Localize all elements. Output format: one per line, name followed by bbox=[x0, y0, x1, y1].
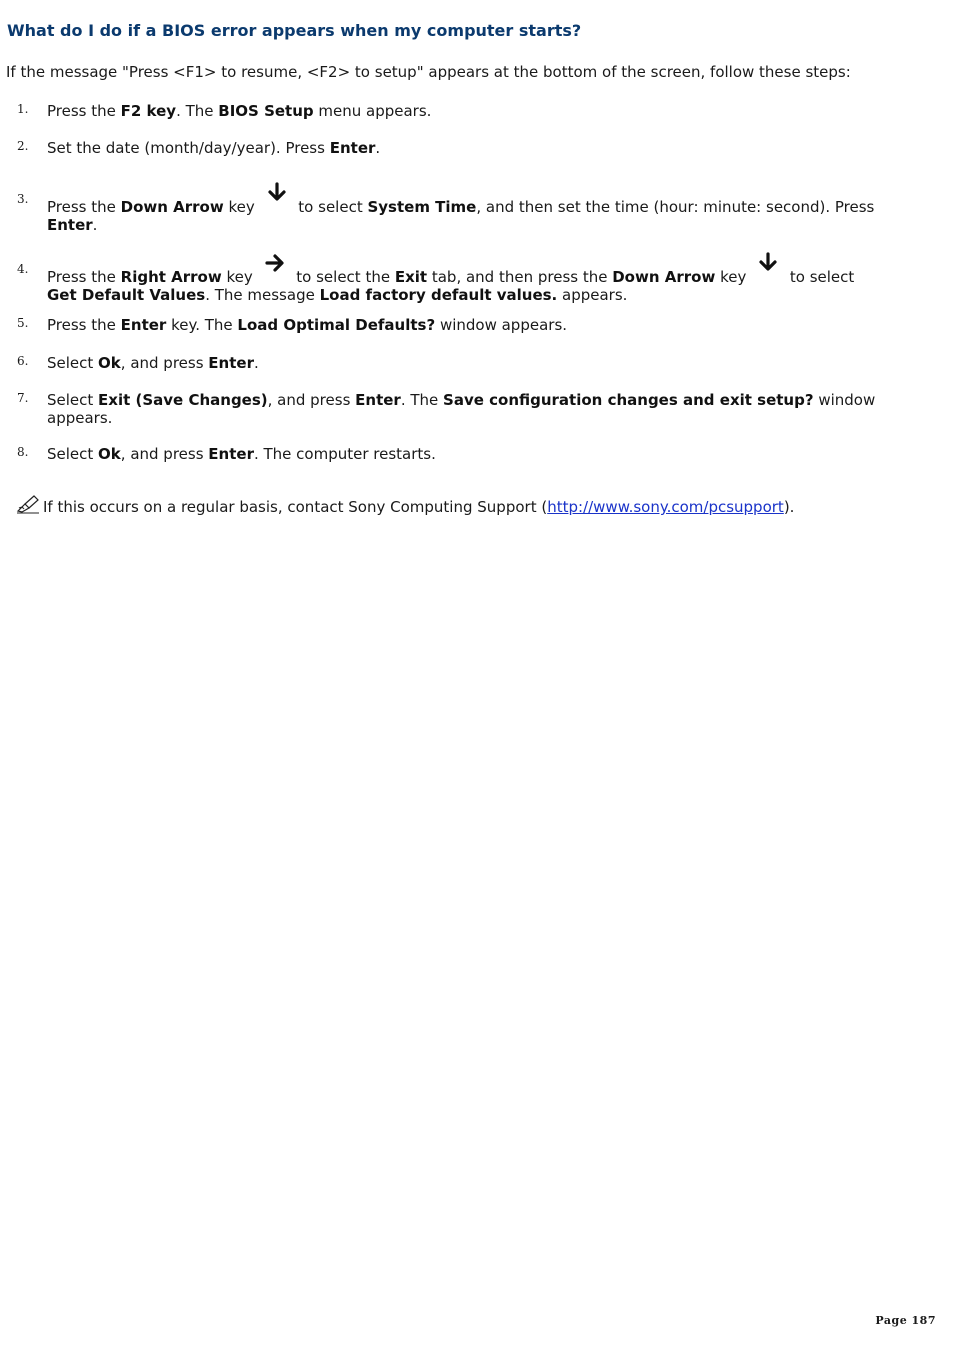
text: window appears. bbox=[47, 391, 876, 427]
text: Press the bbox=[47, 198, 121, 216]
emphasis: Down Arrow bbox=[612, 268, 716, 286]
emphasis: Save configuration changes and exit setup? bbox=[443, 391, 814, 409]
step-number: 3. bbox=[17, 192, 29, 206]
step-number: 4. bbox=[17, 262, 29, 276]
note-text: If this occurs on a regular basis, contact Sony Computing Support ( bbox=[43, 498, 548, 516]
emphasis: System Time bbox=[367, 198, 477, 216]
page-number: Page 187 bbox=[875, 1314, 936, 1327]
emphasis: Get Default Values bbox=[47, 286, 206, 304]
step-text bbox=[47, 445, 887, 463]
emphasis: Load Optimal Defaults? bbox=[237, 316, 436, 334]
emphasis: Enter bbox=[47, 216, 93, 234]
emphasis: Enter bbox=[355, 391, 401, 409]
text: Select bbox=[47, 445, 99, 463]
step-text bbox=[47, 354, 887, 372]
step-number: 1. bbox=[17, 102, 29, 116]
pencil-note-icon bbox=[16, 494, 40, 514]
emphasis: Enter bbox=[329, 139, 376, 157]
text: , and then set the time (hour: minute: second). Press bbox=[476, 198, 875, 216]
note-text: ). bbox=[783, 498, 795, 516]
down-arrow-icon bbox=[266, 182, 288, 204]
emphasis: Enter bbox=[120, 316, 167, 334]
text: . bbox=[253, 354, 259, 372]
emphasis: Ok bbox=[98, 354, 121, 372]
step-text bbox=[47, 316, 887, 334]
text: , and press bbox=[267, 391, 356, 409]
text: tab, and then press the bbox=[427, 268, 613, 286]
text: . The computer restarts. bbox=[253, 445, 436, 463]
text: . The message bbox=[205, 286, 320, 304]
support-link[interactable]: http://www.sony.com/pcsupport bbox=[547, 498, 784, 516]
text: . The bbox=[400, 391, 444, 409]
step-text bbox=[47, 192, 887, 234]
step-text bbox=[47, 391, 887, 427]
emphasis: Load factory default values. bbox=[319, 286, 558, 304]
right-arrow-icon bbox=[264, 252, 286, 274]
emphasis: Right Arrow bbox=[120, 268, 222, 286]
text: , and press bbox=[120, 354, 209, 372]
page-title: What do I do if a BIOS error appears when my computer starts? bbox=[7, 21, 582, 40]
emphasis: Enter bbox=[208, 354, 254, 372]
text: menu appears. bbox=[313, 102, 432, 120]
emphasis: Exit bbox=[394, 268, 428, 286]
emphasis: Enter bbox=[208, 445, 254, 463]
text: Select bbox=[47, 391, 99, 409]
text: to select bbox=[785, 268, 855, 286]
text: Press the bbox=[47, 102, 121, 120]
step-number: 7. bbox=[17, 391, 29, 405]
text: appears. bbox=[557, 286, 628, 304]
text: to select bbox=[293, 198, 368, 216]
text: Select bbox=[47, 354, 99, 372]
step-text bbox=[47, 139, 887, 157]
text: key bbox=[221, 268, 258, 286]
intro-text: If the message "Press <F1> to resume, <F2> to setup" appears at the bottom of the screen, follow these steps: bbox=[6, 63, 851, 81]
emphasis: Ok bbox=[98, 445, 121, 463]
emphasis: F2 key bbox=[120, 102, 177, 120]
support-note bbox=[16, 494, 794, 516]
text: . bbox=[92, 216, 98, 234]
step-number: 6. bbox=[17, 354, 29, 368]
step-number: 8. bbox=[17, 445, 29, 459]
text: , and press bbox=[120, 445, 209, 463]
text: Press the bbox=[47, 316, 121, 334]
text: . bbox=[375, 139, 381, 157]
down-arrow-icon bbox=[757, 252, 779, 274]
text: to select the bbox=[291, 268, 395, 286]
emphasis: BIOS Setup bbox=[218, 102, 314, 120]
text: window appears. bbox=[435, 316, 568, 334]
text: key. The bbox=[166, 316, 238, 334]
text: . The bbox=[176, 102, 219, 120]
text: Press the bbox=[47, 268, 121, 286]
emphasis: Down Arrow bbox=[120, 198, 224, 216]
step-number: 5. bbox=[17, 316, 29, 330]
text: key bbox=[715, 268, 752, 286]
text: key bbox=[223, 198, 260, 216]
step-text bbox=[47, 102, 887, 120]
step-text bbox=[47, 262, 887, 304]
step-number: 2. bbox=[17, 139, 29, 153]
emphasis: Exit (Save Changes) bbox=[98, 391, 268, 409]
text: Set the date (month/day/year). Press bbox=[47, 139, 330, 157]
